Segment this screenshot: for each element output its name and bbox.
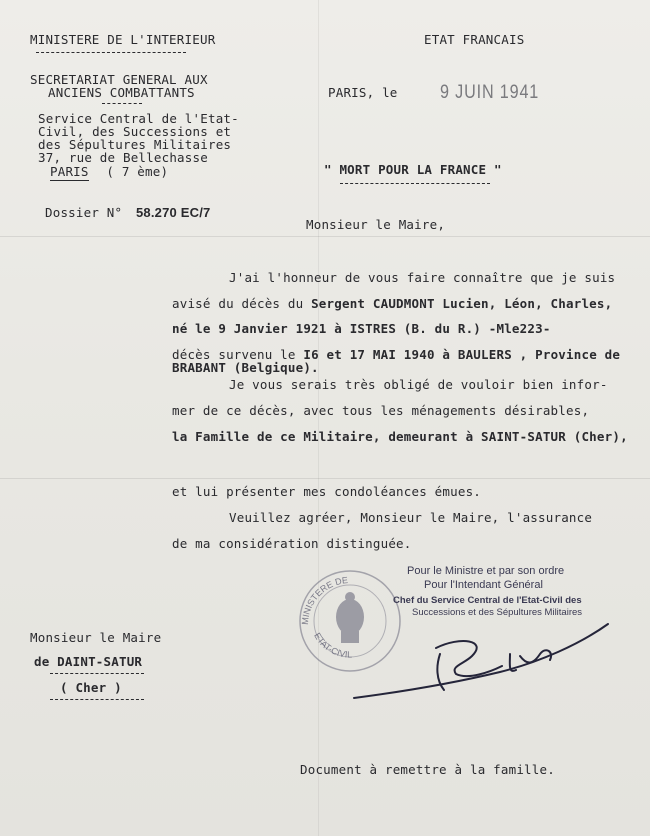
mort-pour-la-france: " MORT POUR LA FRANCE "	[324, 162, 502, 177]
service-city: PARIS	[50, 164, 89, 179]
handwritten-signature	[340, 614, 620, 714]
secretariat-line-1: SECRETARIAT GENERAL AUX	[30, 72, 208, 87]
body-line-11: de ma considération distinguée.	[172, 536, 412, 551]
divider	[340, 183, 490, 184]
signature-line-3: Chef du Service Central de l'Etat-Civil des	[393, 595, 582, 606]
salutation: Monsieur le Maire,	[306, 217, 446, 232]
service-line-1: Service Central de l'Etat-	[38, 111, 239, 126]
dossier-number: 58.270 EC/7	[136, 205, 211, 220]
body-line-6: Je vous serais très obligé de vouloir bien infor-	[229, 377, 608, 392]
signature-line-1: Pour le Ministre et par son ordre	[407, 565, 565, 577]
body-line-1: J'ai l'honneur de vous faire connaître que je suis	[229, 270, 616, 285]
addressee-line-2: de DAINT-SATUR	[34, 654, 143, 669]
seal-text-top: MINISTERE DE	[299, 574, 349, 626]
dossier-label: Dossier N°	[45, 205, 123, 220]
dossier-line	[45, 206, 210, 220]
death-details: I6 et 17 MAI 1940 à BAULERS , Province de	[303, 347, 621, 362]
body-line-9: et lui présenter mes condoléances émues.	[172, 484, 482, 499]
state-heading: ETAT FRANCAIS	[424, 32, 525, 47]
divider	[50, 673, 144, 674]
footer-note: Document à remettre à la famille.	[300, 762, 555, 777]
body-line-4-text: décès survenu le	[172, 347, 304, 362]
body-line-10: Veuillez agréer, Monsieur le Maire, l'assurance	[229, 510, 593, 525]
death-province: BRABANT (Belgique).	[172, 360, 319, 375]
service-city-line	[50, 165, 168, 179]
paper-fold	[0, 478, 650, 479]
date-stamp: 9 JUIN 1941	[440, 82, 540, 103]
service-line-3: des Sépultures Militaires	[38, 137, 232, 152]
soldier-name: Sergent CAUDMONT Lucien, Léon, Charles,	[311, 296, 613, 311]
family-line: la Famille de ce Militaire, demeurant à SAINT-SATUR (Cher),	[172, 429, 628, 444]
divider	[102, 103, 142, 104]
ministry-heading: MINISTERE DE L'INTERIEUR	[30, 32, 216, 47]
service-address: 37, rue de Bellechasse	[38, 150, 208, 165]
signature-line-2: Pour l'Intendant Général	[424, 579, 543, 591]
dateline-place: PARIS, le	[328, 85, 398, 100]
addressee-line-1: Monsieur le Maire	[30, 630, 162, 645]
divider	[50, 699, 144, 700]
signature-line-4: Successions et des Sépultures Militaires	[412, 607, 583, 618]
body-line-2-text: avisé du décès du	[172, 296, 312, 311]
body-line-7: mer de ce décès, avec tous les ménagements désirables,	[172, 403, 590, 418]
service-line-2: Civil, des Successions et	[38, 124, 232, 139]
birth-details: né le 9 Janvier 1921 à ISTRES (B. du R.) -Mle223-	[172, 321, 551, 336]
paper-fold	[0, 236, 650, 237]
divider	[36, 52, 186, 53]
secretariat-line-2: ANCIENS COMBATTANTS	[48, 85, 195, 100]
paper-fold	[318, 0, 319, 836]
seal-text-bottom: ETAT-CIVIL	[312, 630, 353, 660]
body-line-2	[172, 297, 612, 311]
addressee-line-3: ( Cher )	[60, 680, 122, 695]
service-arrondissement: ( 7 ème)	[106, 164, 169, 179]
